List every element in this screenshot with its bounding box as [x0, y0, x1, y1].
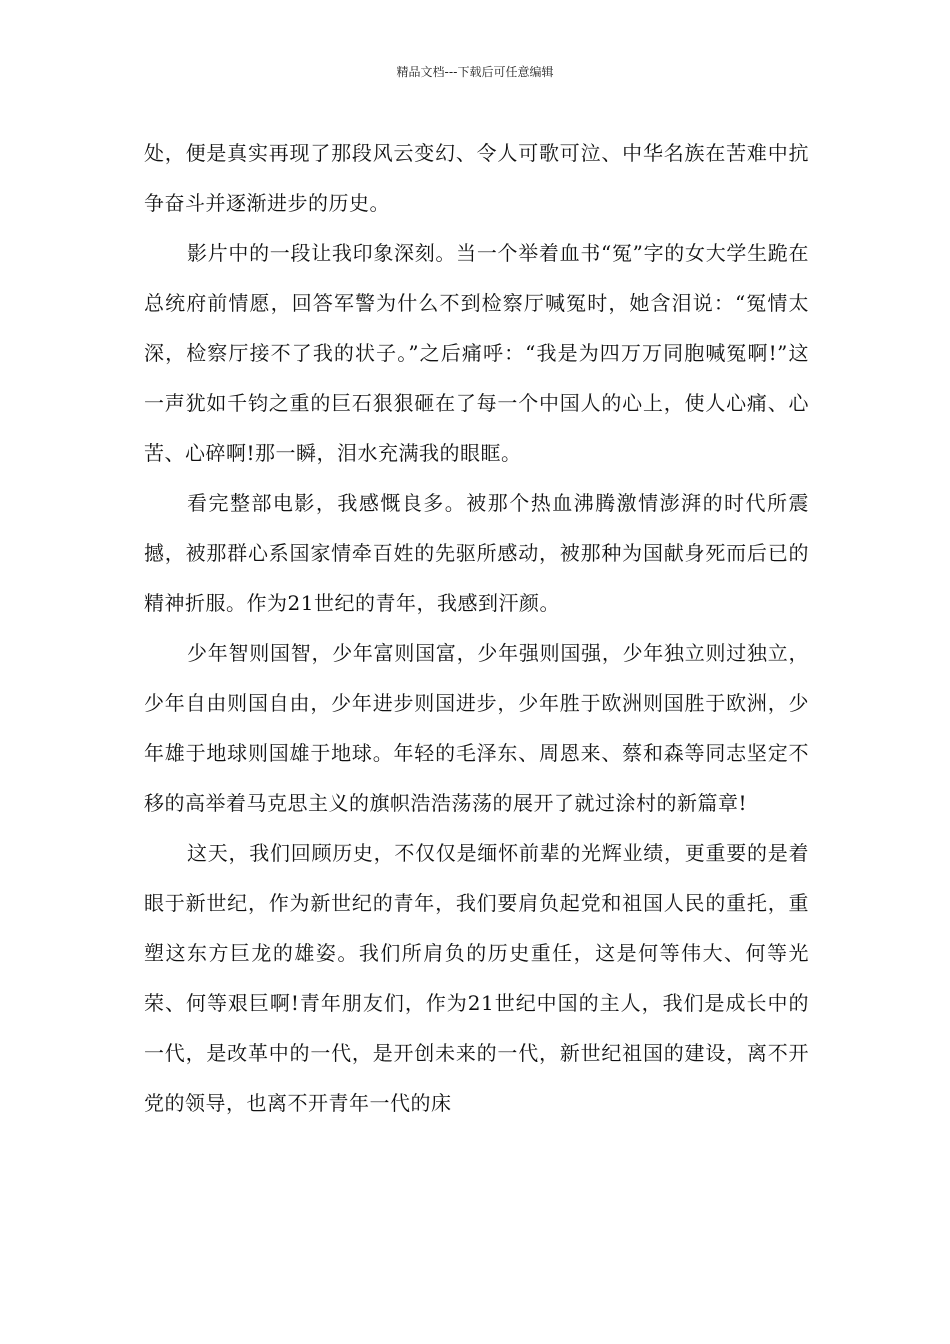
page-header: 精品文档---下载后可任意编辑 — [396, 65, 554, 79]
paragraph-3: 看完整部电影，我感慨良多。被那个热血沸腾激情澎湃的时代所震撼，被那群心系国家情牵百姓的先驱所感动，被那种为国献身死而后已的精神折服。作为21世纪的青年，我感到汗颜。 — [144, 491, 809, 615]
paragraph-1: 处，便是真实再现了那段风云变幻、令人可歌可泣、中华名族在苦难中抗争奋斗并逐渐进步的历史。 — [144, 141, 809, 215]
paragraph-5: 这天，我们回顾历史，不仅仅是缅怀前辈的光辉业绩，更重要的是着眼于新世纪，作为新世纪的青年，我们要肩负起党和祖国人民的重托，重塑这东方巨龙的雄姿。我们所肩负的历史重任，这是何等伟大、何等光荣、何等艰巨啊!青年朋友们，作为21世纪中国的主人，我们是成长中的一代，是改革中的一代，是开创未来的一代，新世纪祖国的建设，离不开党的领导，也离不开青年一代的床 — [144, 841, 809, 1115]
document-body — [144, 128, 809, 1128]
paragraph-2: 影片中的一段让我印象深刻。当一个举着血书“冤”字的女大学生跪在总统府前情愿，回答军警为什么不到检察厅喊冤时，她含泪说：“冤情太深，检察厅接不了我的状子。”之后痛呼：“我是为四万万同胞喊冤啊!”这一声犹如千钧之重的巨石狠狠砸在了每一个中国人的心上，使人心痛、心苦、心碎啊!那一瞬，泪水充满我的眼眶。 — [144, 241, 809, 465]
paragraph-4: 少年智则国智，少年富则国富，少年强则国强，少年独立则过独立，少年自由则国自由，少年进步则国进步，少年胜于欧洲则国胜于欧洲，少年雄于地球则国雄于地球。年轻的毛泽东、周恩来、蔡和森等同志坚定不移的高举着马克思主义的旗帜浩浩荡荡的展开了就过涂村的新篇章! — [144, 641, 809, 815]
